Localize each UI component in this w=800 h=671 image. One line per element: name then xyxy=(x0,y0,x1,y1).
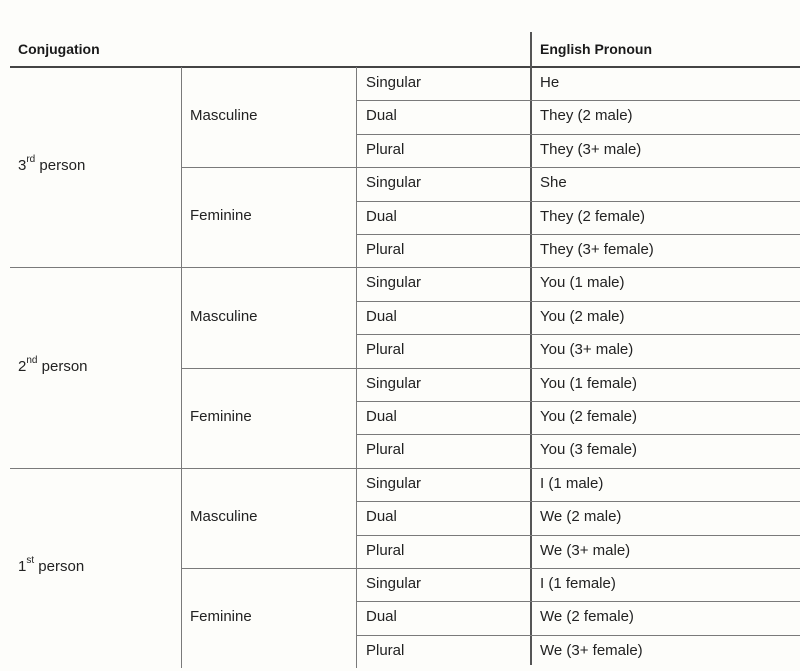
pronoun-cell: They (3+ male) xyxy=(540,140,642,158)
gender-label: Masculine xyxy=(190,307,258,325)
row-separator xyxy=(356,401,800,402)
pronoun-cell: We (3+ female) xyxy=(540,641,643,659)
person-separator xyxy=(10,468,800,469)
row-separator xyxy=(356,635,800,636)
gender-label: Masculine xyxy=(190,507,258,525)
number-cell: Singular xyxy=(366,74,422,91)
number-cell: Dual xyxy=(366,107,397,125)
row-separator xyxy=(356,434,800,435)
person-number: 3 xyxy=(18,157,27,175)
person-separator xyxy=(10,267,800,268)
person-ordinal-suffix: rd xyxy=(26,154,36,166)
number-cell: Plural xyxy=(366,140,405,158)
pronoun-cell: We (3+ male) xyxy=(540,541,631,559)
number-cell: Plural xyxy=(366,641,405,659)
pronoun-cell: We (2 female) xyxy=(540,608,634,626)
number-cell: Dual xyxy=(366,408,397,425)
row-separator xyxy=(356,234,800,235)
pronoun-cell: We (2 male) xyxy=(540,508,622,526)
number-cell: Singular xyxy=(366,575,422,592)
number-cell: Dual xyxy=(366,508,397,526)
gender-separator xyxy=(181,568,800,569)
pronoun-cell: You (1 male) xyxy=(540,274,625,292)
gender-number-divider xyxy=(356,67,357,167)
person-word: person xyxy=(41,357,88,375)
gender-number-divider xyxy=(356,568,357,668)
person-ordinal-suffix: nd xyxy=(26,354,38,366)
header-rule xyxy=(10,66,800,68)
person-word: person xyxy=(38,558,85,575)
pronoun-cell: I (1 male) xyxy=(540,474,604,492)
pronoun-cell: They (3+ female) xyxy=(540,241,654,258)
header-english-pronoun: English Pronoun xyxy=(540,41,652,57)
pronoun-cell: You (1 female) xyxy=(540,374,638,392)
gender-number-divider xyxy=(356,267,357,367)
pronoun-cell: They (2 male) xyxy=(540,107,633,125)
row-separator xyxy=(356,134,800,135)
pronoun-cell: I (1 female) xyxy=(540,575,616,592)
row-separator xyxy=(356,501,800,502)
person-label xyxy=(18,555,85,576)
number-cell: Dual xyxy=(366,608,397,626)
person-word: person xyxy=(39,157,86,175)
gender-number-divider xyxy=(356,468,357,568)
row-separator xyxy=(356,334,800,335)
row-separator xyxy=(356,100,800,101)
gender-label: Masculine xyxy=(190,107,258,125)
pronoun-cell: She xyxy=(540,174,567,192)
pronoun-cell: You (3 female) xyxy=(540,441,638,459)
pronoun-cell: You (2 male) xyxy=(540,307,625,325)
pronoun-column-divider xyxy=(530,32,532,665)
row-separator xyxy=(356,535,800,536)
number-cell: Singular xyxy=(366,474,422,492)
person-number: 1 xyxy=(18,558,27,575)
gender-number-divider xyxy=(356,167,357,267)
row-separator xyxy=(356,201,800,202)
gender-number-divider xyxy=(356,368,357,468)
person-ordinal-suffix: st xyxy=(26,555,35,566)
person-label xyxy=(18,354,88,376)
pronoun-cell: They (2 female) xyxy=(540,207,646,225)
number-cell: Dual xyxy=(366,207,397,225)
number-cell: Singular xyxy=(366,274,422,292)
number-cell: Singular xyxy=(366,174,422,192)
person-number: 2 xyxy=(18,357,27,375)
header-conjugation: Conjugation xyxy=(18,41,100,57)
number-cell: Plural xyxy=(366,541,405,559)
person-label xyxy=(18,154,86,175)
row-separator xyxy=(356,301,800,302)
number-cell: Dual xyxy=(366,307,397,325)
gender-separator xyxy=(181,167,800,168)
gender-label: Feminine xyxy=(190,608,252,626)
gender-label: Feminine xyxy=(190,207,252,225)
number-cell: Plural xyxy=(366,241,405,258)
row-separator xyxy=(356,601,800,602)
pronoun-cell: You (2 female) xyxy=(540,408,638,425)
number-cell: Singular xyxy=(366,374,422,392)
number-cell: Plural xyxy=(366,441,405,459)
gender-label: Feminine xyxy=(190,407,252,425)
pronoun-cell: He xyxy=(540,74,560,91)
gender-separator xyxy=(181,368,800,369)
pronoun-cell: You (3+ male) xyxy=(540,341,634,359)
number-cell: Plural xyxy=(366,341,405,359)
